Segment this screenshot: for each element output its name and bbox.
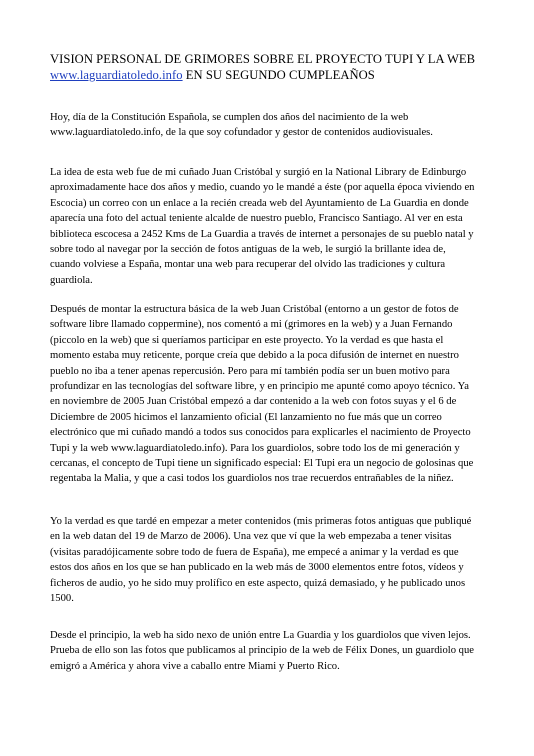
title-website-link[interactable]: www.laguardiatoledo.info <box>50 68 183 83</box>
paragraph-line: emigró a América y ahora vive a caballo entre Miami y Puerto Rico. <box>50 660 340 672</box>
paragraph-line: regentaba la Malia, y que a casi todos los guardiolos nos trae recuerdos entrañables de la niñez. <box>50 473 454 485</box>
paragraph-intro <box>50 110 490 141</box>
paragraph-line: (visitas paradójicamente sobre todo de fuera de España), me empecé a animar y la verdad es que <box>50 546 459 558</box>
paragraph-line: ficheros de audio, yo he sido muy prolífico en este aspecto, quizá demasiado, y he publicado unos <box>50 577 466 589</box>
paragraph-origin <box>50 165 490 288</box>
paragraph-contributions <box>50 514 490 606</box>
paragraph-line: Yo la verdad es que tardé en empezar a meter contenidos (mis primeras fotos antiguas que publiqué <box>50 516 472 527</box>
paragraph-line: (piccolo en la web) que si queríamos participar en este proyecto. Yo la verdad es que hasta el <box>50 334 444 346</box>
paragraph-line: Desde el principio, la web ha sido nexo de unión entre La Guardia y los guardiolos que viven lejos. <box>50 630 471 641</box>
document-title <box>50 51 490 84</box>
paragraph-line: profundizar en las tecnologías del software libre, y en principio me apunté como apoyo técnico. Ya <box>50 381 469 393</box>
paragraph-line: aproximadamente hace dos años y medio, cuando yo le mandé a éste (por aquella época viviendo en <box>50 182 475 194</box>
paragraph-nexus <box>50 628 490 674</box>
paragraph-line: Diciembre de 2005 hicimos el lanzamiento oficial (El lanzamiento no fue más que un correo <box>50 411 442 423</box>
paragraph-line: sobre todo al navegar por la sección de fotos antiguas de la web, le surgió la brillante idea de, <box>50 244 446 256</box>
paragraph-line: Escocia) un correo con un enlace a la recién creada web del Ayuntamiento de La Guardia en donde <box>50 197 469 209</box>
paragraph-line: Prueba de ello son las fotos que publicamos al principio de la web de Félix Dones, un guardiolo que <box>50 645 474 657</box>
paragraph-line: cuando volviese a España, montar una web para recuperar del olvido las tradiciones y cultura <box>50 259 446 271</box>
paragraph-line: www.laguardiatoledo.info, de la que soy cofundador y gestor de contenidos audiovisuales. <box>50 127 433 139</box>
paragraph-line: software libre llamado coppermine), nos comentó a mi (grimores en la web) y a Juan Fernando <box>50 319 453 331</box>
title-line-2-rest: EN SU SEGUNDO CUMPLEAÑOS <box>182 68 375 83</box>
paragraph-line: electrónico que mi cuñado mandó a todos sus conocidos para explicarles el nacimiento de Proyecto <box>50 427 471 439</box>
paragraph-line: momento estaba muy reticente, porque creía que debido a la poca difusión de internet en nuestro <box>50 350 459 362</box>
paragraph-line: estos dos años en los que se han publicado en la web más de 3000 elementos entre fotos, vídeos y <box>50 562 464 574</box>
paragraph-launch <box>50 302 490 487</box>
title-line-1: VISION PERSONAL DE GRIMORES SOBRE EL PROYECTO TUPI Y LA WEB <box>50 52 476 66</box>
paragraph-line: en la web datan del 19 de Marzo de 2006). Una vez que ví que la web empezaba a tener visitas <box>50 531 452 543</box>
paragraph-line: Hoy, día de la Constitución Española, se cumplen dos años del nacimiento de la web <box>50 112 409 123</box>
paragraph-line: aparecía una foto del actual teniente alcalde de nuestro pueblo, Francisco Santiago. Al ver en esta <box>50 213 463 225</box>
paragraph-line: La idea de esta web fue de mi cuñado Juan Cristóbal y surgió en la National Library de Edinburgo <box>50 167 467 178</box>
paragraph-line: Tupi y la web www.laguardiatoledo.info). Para los guardiolos, sobre todo los de mi generación y <box>50 442 460 454</box>
paragraph-line: guardiola. <box>50 274 93 286</box>
paragraph-line: Después de montar la estructura básica de la web Juan Cristóbal (entorno a un gestor de fotos de <box>50 304 459 315</box>
paragraph-line: en noviembre de 2005 Juan Cristóbal empezó a dar contenido a la web con fotos suyas y el 6 de <box>50 396 457 408</box>
paragraph-line: pueblo no iba a tener apenas repercusión. Pero para mí también podía ser un buen motivo para <box>50 365 450 377</box>
paragraph-line: cercanas, el concepto de Tupi tiene un significado especial: El Tupi era un negocio de golosinas que <box>50 458 474 470</box>
paragraph-line: 1500. <box>50 593 74 605</box>
paragraph-line: biblioteca escocesa a 2452 Kms de La Guardia a través de internet a personajes de su pueblo natal y <box>50 228 474 240</box>
